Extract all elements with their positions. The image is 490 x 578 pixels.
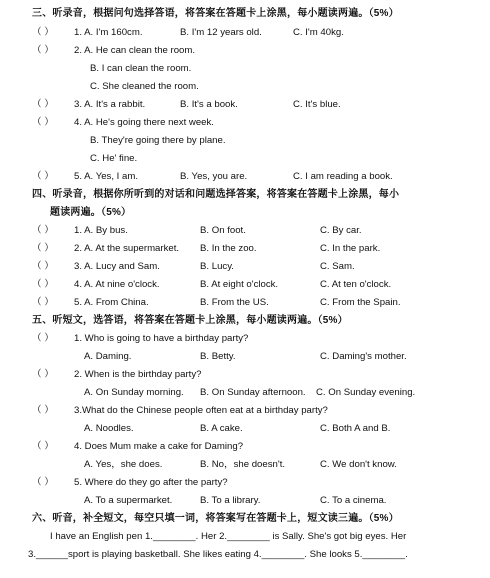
q5-4-option-a: A. Yes，she does. (84, 459, 163, 470)
section-3-title: 三、听录音，根据问句选择答语，将答案在答题卡上涂黑，每小题读两遍。（5%） (32, 8, 399, 19)
answer-paren: （ ） (32, 333, 54, 344)
q3-2-option-c: C. She cleaned the room. (90, 81, 199, 92)
q3-5-option-a: 5. A. Yes, I am. (74, 171, 138, 182)
q4-4-option-a: 4. A. At nine o'clock. (74, 279, 160, 290)
answer-paren: （ ） (32, 405, 54, 416)
q4-3-option-b: B. Lucy. (200, 261, 234, 272)
q4-4-option-b: B. At eight o'clock. (200, 279, 279, 290)
answer-paren: （ ） (32, 477, 54, 488)
answer-paren: （ ） (32, 243, 54, 254)
answer-paren: （ ） (32, 171, 54, 182)
q3-4-option-c: C. He' fine. (90, 153, 138, 164)
answer-paren: （ ） (32, 225, 54, 236)
q4-1-option-c: C. By car. (320, 225, 362, 236)
q3-2-option-a: 2. A. He can clean the room. (74, 45, 196, 56)
q5-3-option-a: A. Noodles. (84, 423, 134, 434)
q3-1-option-b: B. I'm 12 years old. (180, 27, 262, 38)
q3-5-option-c: C. I am reading a book. (293, 171, 393, 182)
answer-paren: （ ） (32, 279, 54, 290)
answer-paren: （ ） (32, 441, 54, 452)
q5-5-option-b: B. To a library. (200, 495, 261, 506)
q5-4-option-c: C. We don't know. (320, 459, 397, 470)
q3-3-option-b: B. It's a book. (180, 99, 238, 110)
q4-1-option-a: 1. A. By bus. (74, 225, 128, 236)
answer-paren: （ ） (32, 27, 54, 38)
q3-3-option-c: C. It's blue. (293, 99, 341, 110)
q4-3-option-a: 3. A. Lucy and Sam. (74, 261, 160, 272)
q5-1-option-a: A. Daming. (84, 351, 132, 362)
q5-2-option-c: C. On Sunday evening. (316, 387, 416, 398)
q5-3-question: 3.What do the Chinese people often eat at a birthday party? (74, 405, 328, 416)
q3-4-option-b: B. They're going there by plane. (90, 135, 226, 146)
q3-4-option-a: 4. A. He's going there next week. (74, 117, 214, 128)
q4-2-option-c: C. In the park. (320, 243, 381, 254)
answer-paren: （ ） (32, 297, 54, 308)
q4-5-option-b: B. From the US. (200, 297, 269, 308)
q3-1-option-a: 1. A. I'm 160cm. (74, 27, 143, 38)
q4-1-option-b: B. On foot. (200, 225, 246, 236)
q5-2-option-b: B. On Sunday afternoon. (200, 387, 306, 398)
section-4-title: 四、听录音，根据你所听到的对话和问题选择答案，将答案在答题卡上涂黑，每小 (32, 189, 400, 200)
answer-paren: （ ） (32, 45, 54, 56)
answer-paren: （ ） (32, 369, 54, 380)
q4-4-option-c: C. At ten o'clock. (320, 279, 392, 290)
answer-paren: （ ） (32, 99, 54, 110)
q3-3-option-a: 3. A. It's a rabbit. (74, 99, 146, 110)
q5-4-option-b: B. No，she doesn't. (200, 459, 286, 470)
q5-1-option-c: C. Daming's mother. (320, 351, 407, 362)
q4-5-option-a: 5. A. From China. (74, 297, 149, 308)
q4-2-option-a: 2. A. At the supermarket. (74, 243, 180, 254)
q5-2-option-a: A. On Sunday morning. (84, 387, 184, 398)
answer-paren: （ ） (32, 117, 54, 128)
q5-3-option-b: B. A cake. (200, 423, 243, 434)
q4-3-option-c: C. Sam. (320, 261, 355, 272)
q5-4-question: 4. Does Mum make a cake for Daming? (74, 441, 244, 452)
q5-3-option-c: C. Both A and B. (320, 423, 391, 434)
q3-2-option-b: B. I can clean the room. (90, 63, 192, 74)
q4-5-option-c: C. From the Spain. (320, 297, 401, 308)
q5-1-question: 1. Who is going to have a birthday party? (74, 333, 249, 344)
q5-2-question: 2. When is the birthday party? (74, 369, 202, 380)
passage-line-1: I have an English pen 1.________. Her 2.________ is Sally. She's got big eyes. Her (50, 531, 407, 542)
q4-2-option-b: B. In the zoo. (200, 243, 257, 254)
section-5-title: 五、听短文，选答语，将答案在答题卡上涂黑，每小题读两遍。（5%） (32, 315, 348, 326)
answer-paren: （ ） (32, 261, 54, 272)
q5-1-option-b: B. Betty. (200, 351, 236, 362)
q5-5-question: 5. Where do they go after the party? (74, 477, 228, 488)
q3-1-option-c: C. I'm 40kg. (293, 27, 344, 38)
section-4-title-cont: 题读两遍。（5%） (50, 207, 132, 218)
section-6-title: 六、听音，补全短文，每空只填一词，将答案写在答题卡上，短文读三遍。（5%） (32, 513, 399, 524)
q5-5-option-a: A. To a supermarket. (84, 495, 173, 506)
q5-5-option-c: C. To a cinema. (320, 495, 387, 506)
q3-5-option-b: B. Yes, you are. (180, 171, 248, 182)
passage-line-2: 3.______sport is playing basketball. She likes eating 4.________. She looks 5.________. (28, 549, 408, 560)
